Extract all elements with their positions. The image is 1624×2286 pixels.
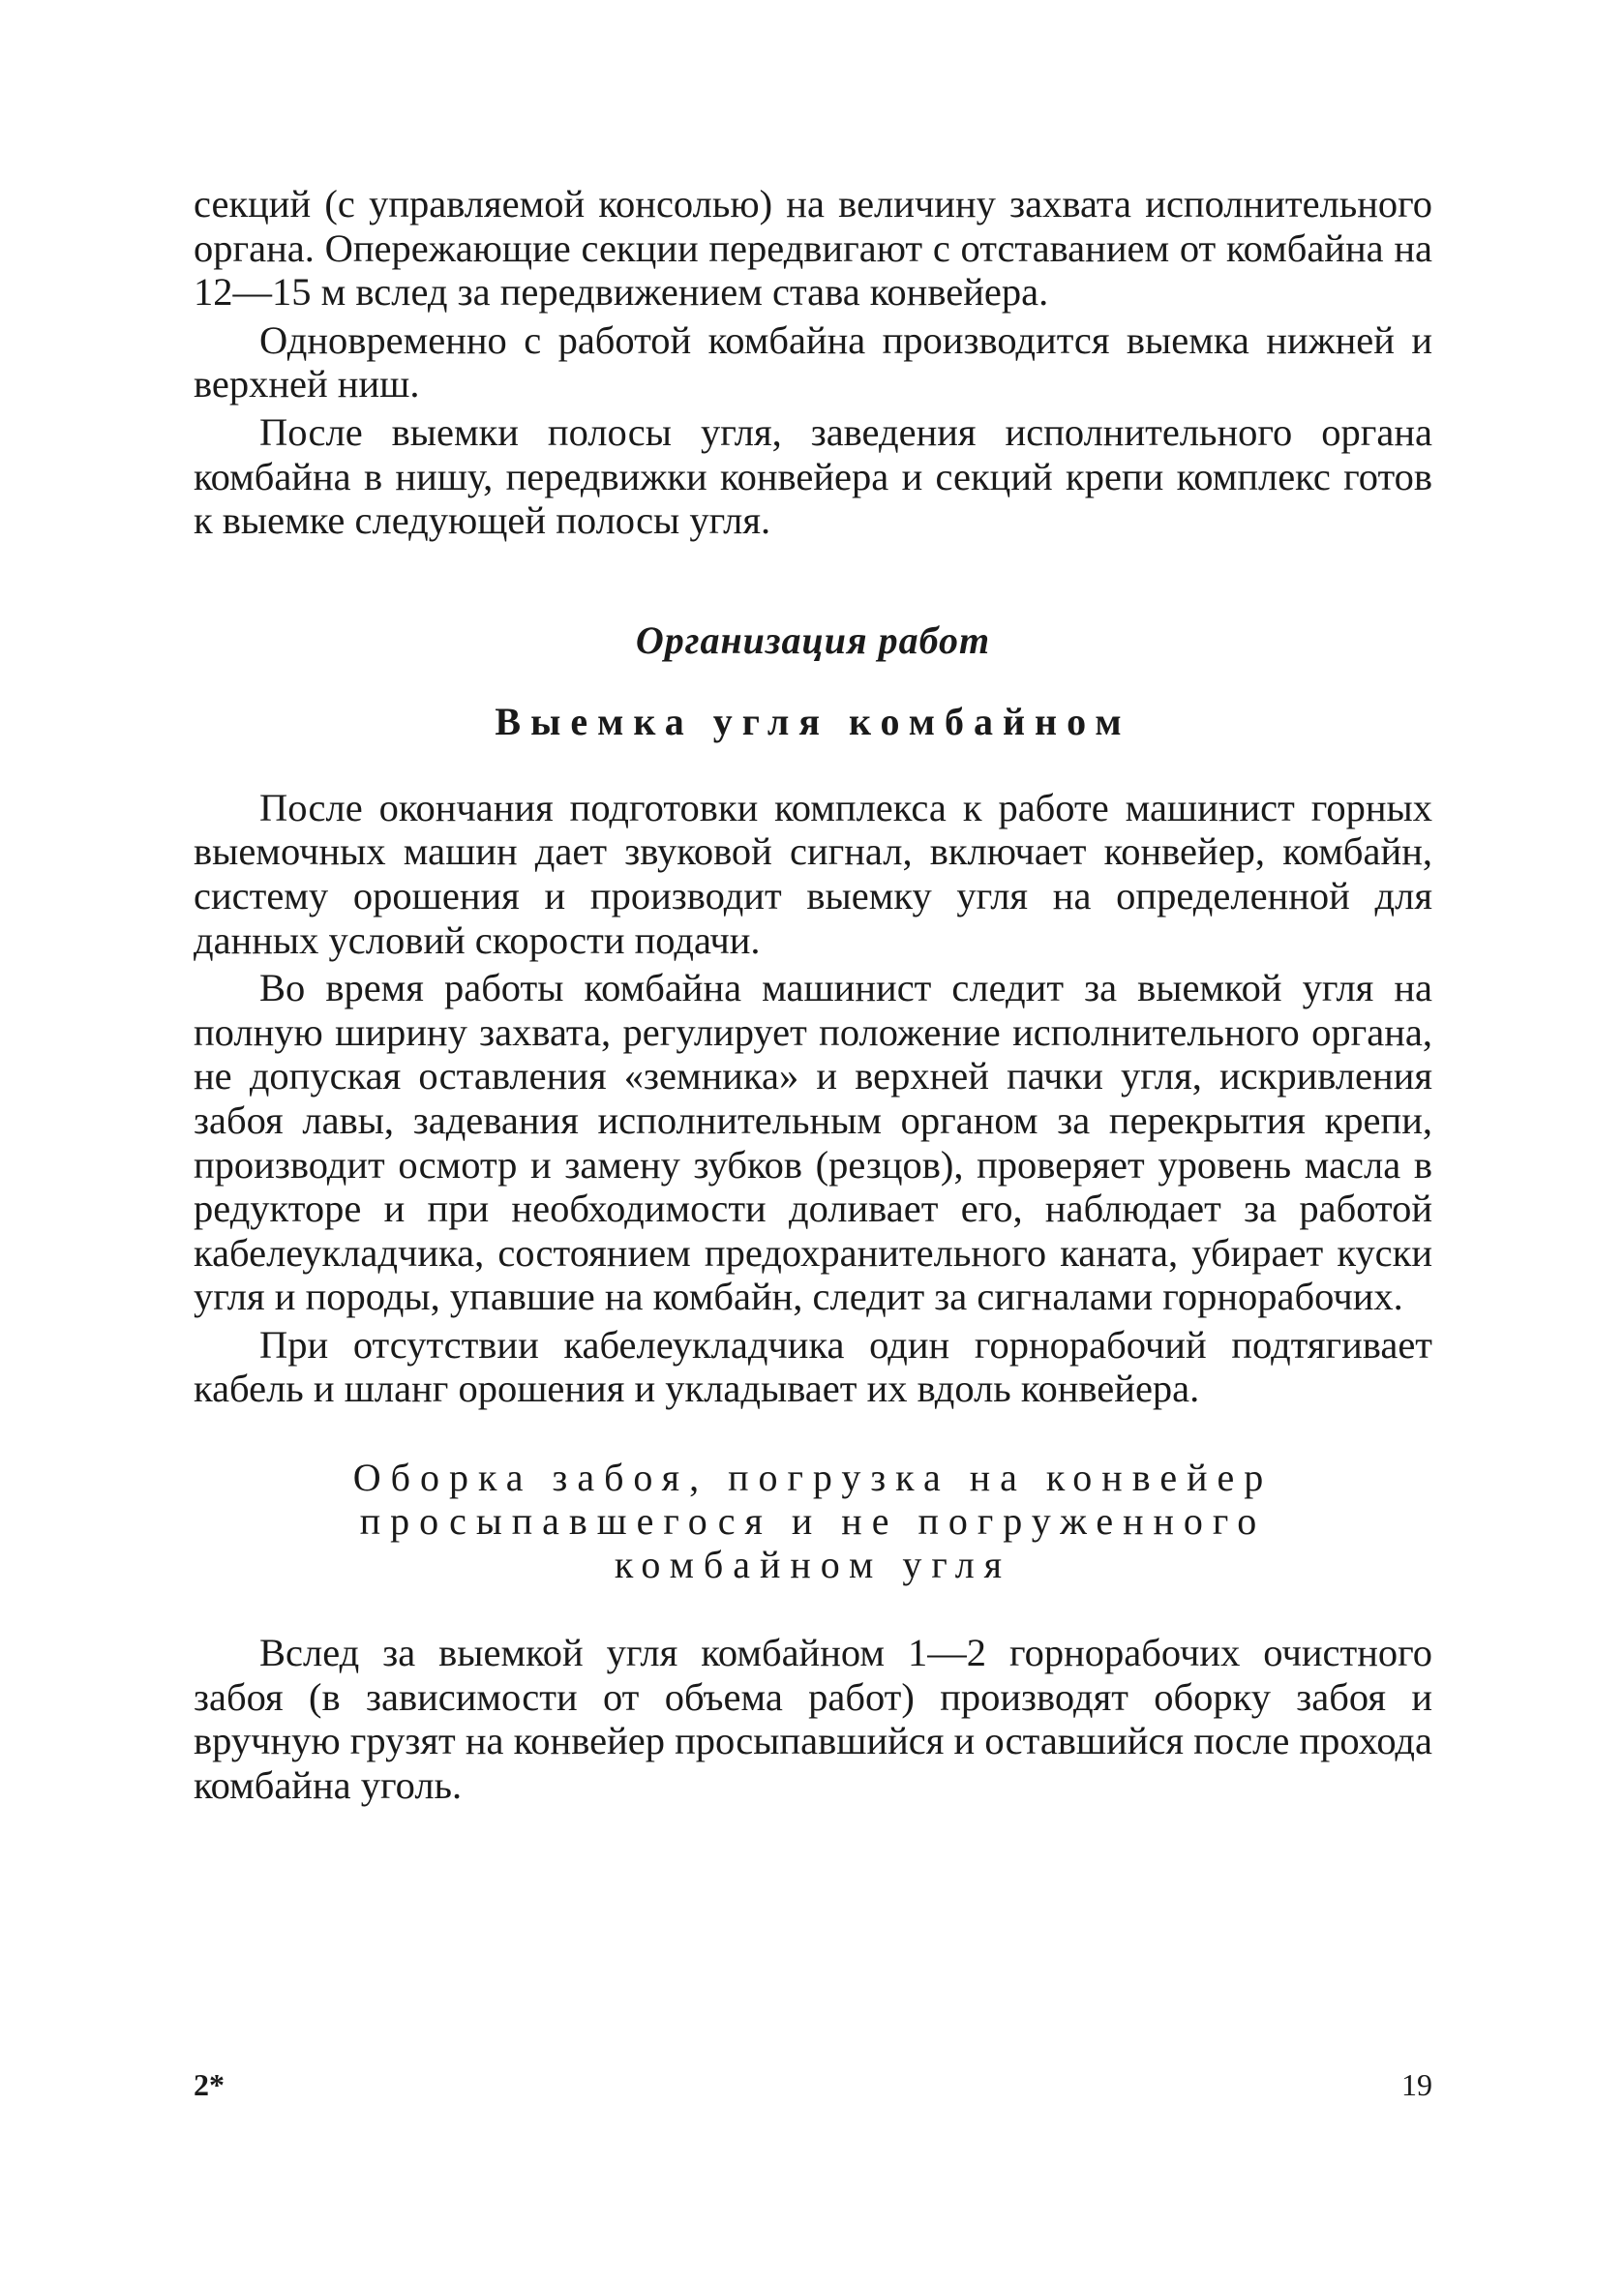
section-title: Организация работ	[635, 617, 991, 662]
paragraph: Одновременно с работой комбайна производится выемка нижней и верхней ниш.	[194, 317, 1432, 406]
subsection-title: Выемка угля комбайном	[495, 699, 1131, 743]
paragraph: При отсутствии кабелеукладчика один горнорабочий подтягивает кабель и шланг орошения и укладывает их вдоль конвейера.	[194, 1322, 1432, 1411]
page-number: 19	[1401, 2067, 1432, 2102]
subsection-title-block	[194, 1456, 1432, 1586]
paragraph-continued: секций (с управляемой консолью) на величину захвата исполнительного органа. Опережающие секции передвигают с отставанием от комбайна на 12—15 м вслед за передвижением става конвейера.	[194, 182, 1432, 315]
text-column	[194, 182, 1432, 1807]
paragraph: После окончания подготовки комплекса к работе машинист горных выемочных машин дает звуковой сигнал, включает конвейер, комбайн, систему орошения и производит выемку угля на определенной для данных условий скорости подачи.	[194, 785, 1432, 962]
signature-mark: 2*	[194, 2067, 225, 2102]
subsection-title-line: комбайном угля	[614, 1543, 1012, 1587]
paragraph: Вслед за выемкой угля комбайном 1—2 горнорабочих очистного забоя (в зависимости от объема работ) производят оборку забоя и вручную грузят на конвейер просыпавшийся и оставшийся после прохода комбайна уголь.	[194, 1631, 1432, 1807]
subsection-title-line: просыпавшегося и не погруженного	[359, 1499, 1267, 1544]
paragraph: Во время работы комбайна машинист следит за выемкой угля на полную ширину захвата, регулирует положение исполнительного органа, не допуская оставления «земника» и верхней пачки угля, искривления забоя лавы, задевания исполнительным органом за перекрытия крепи, производит осмотр и замену зубков (резцов), проверяет уровень масла в редукторе и при необходимости доливает его, наблюдает за работой кабелеукладчика, состоянием предохранительного каната, убирает куски угля и породы, упавшие на комбайн, следит за сигналами горнорабочих.	[194, 966, 1432, 1319]
subsection-title-line: Оборка забоя, погрузка на конвейер	[352, 1456, 1274, 1500]
paragraph: После выемки полосы угля, заведения исполнительного органа комбайна в нишу, передвижки конвейера и секций крепи комплекс готов к выемке следующей полосы угля.	[194, 409, 1432, 543]
